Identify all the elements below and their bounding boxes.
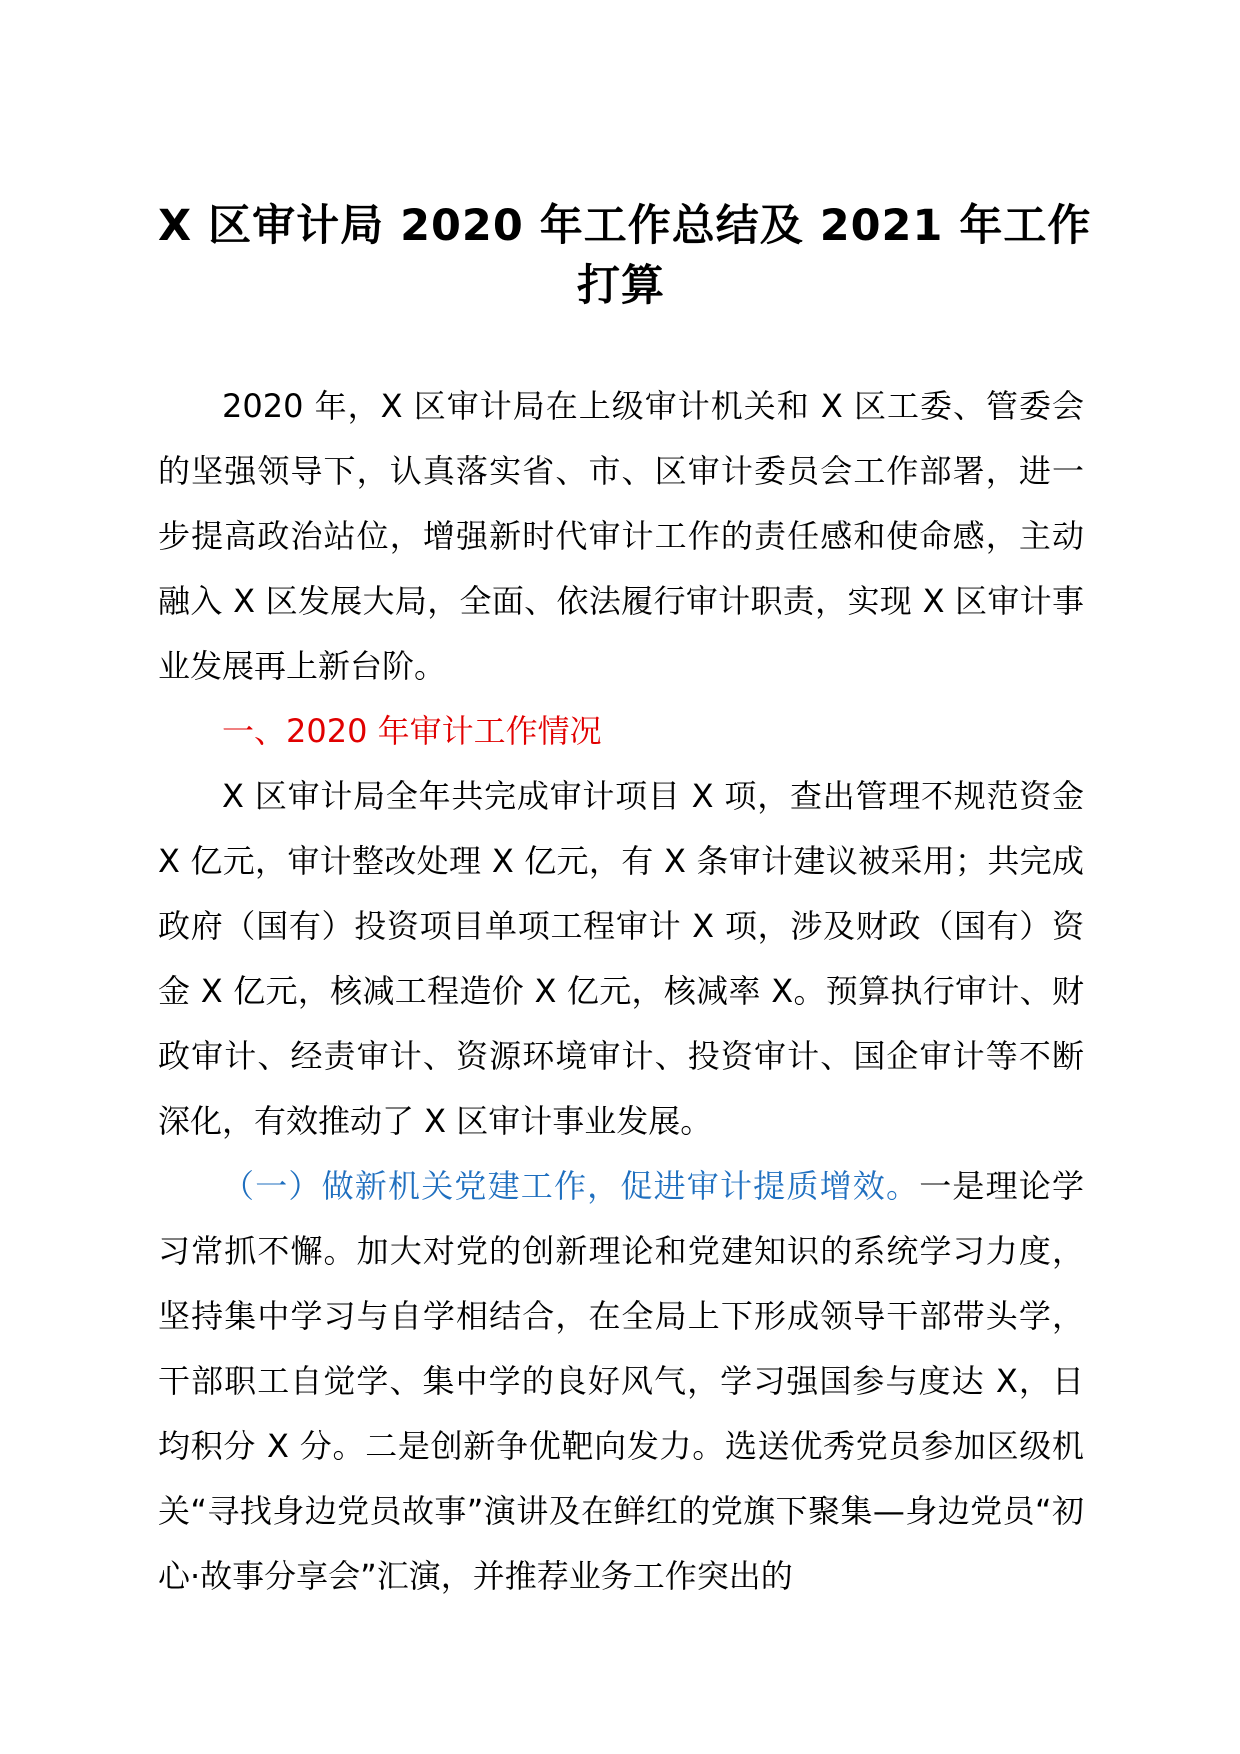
party-building-paragraph [158, 1154, 1084, 1609]
party-building-text: 一是理论学习常抓不懈。加大对党的创新理论和党建知识的系统学习力度，坚持集中学习与自学相结合，在全局上下形成领导干部带头学，干部职工自觉学、集中学的良好风气，学习强国参与度达 X，日均积分 X 分。二是创新争优靶向发力。选送优秀党员参加区级机关“寻找身边党员故事”演讲及在鲜红的党旗下聚集—身边党员“初心·故事分享会”汇演，并推荐业务工作突出的 [158, 1167, 1084, 1595]
section-heading-1: 一、2020 年审计工作情况 [222, 712, 602, 750]
summary-paragraph: X 区审计局全年共完成审计项目 X 项，查出管理不规范资金 X 亿元，审计整改处理 X 亿元，有 X 条审计建议被采用；共完成政府（国有）投资项目单项工程审计 X 项，涉及财政（国有）资金 X 亿元，核减工程造价 X 亿元，核减率 X。预算执行审计、财政审计、经责审计、资源环境审计、投资审计、国企审计等不断深化，有效推动了 X 区审计事业发展。 [158, 777, 1084, 1140]
document-title [158, 196, 1092, 316]
document-content [158, 196, 1092, 1609]
subsection-heading-1: （一）做新机关党建工作，促进审计提质增效。 [222, 1167, 920, 1205]
intro-paragraph: 2020 年，X 区审计局在上级审计机关和 X 区工委、管委会的坚强领导下，认真落实省、市、区审计委员会工作部署，进一步提高政治站位，增强新时代审计工作的责任感和使命感，主动融入 X 区发展大局，全面、依法履行审计职责，实现 X 区审计事业发展再上新台阶。 [158, 387, 1084, 685]
title-spacing [158, 316, 1084, 374]
title-line-1: X 区审计局 2020 年工作总结及 2021 年工作 [158, 201, 1092, 251]
title-line-2: 打算 [577, 261, 665, 311]
